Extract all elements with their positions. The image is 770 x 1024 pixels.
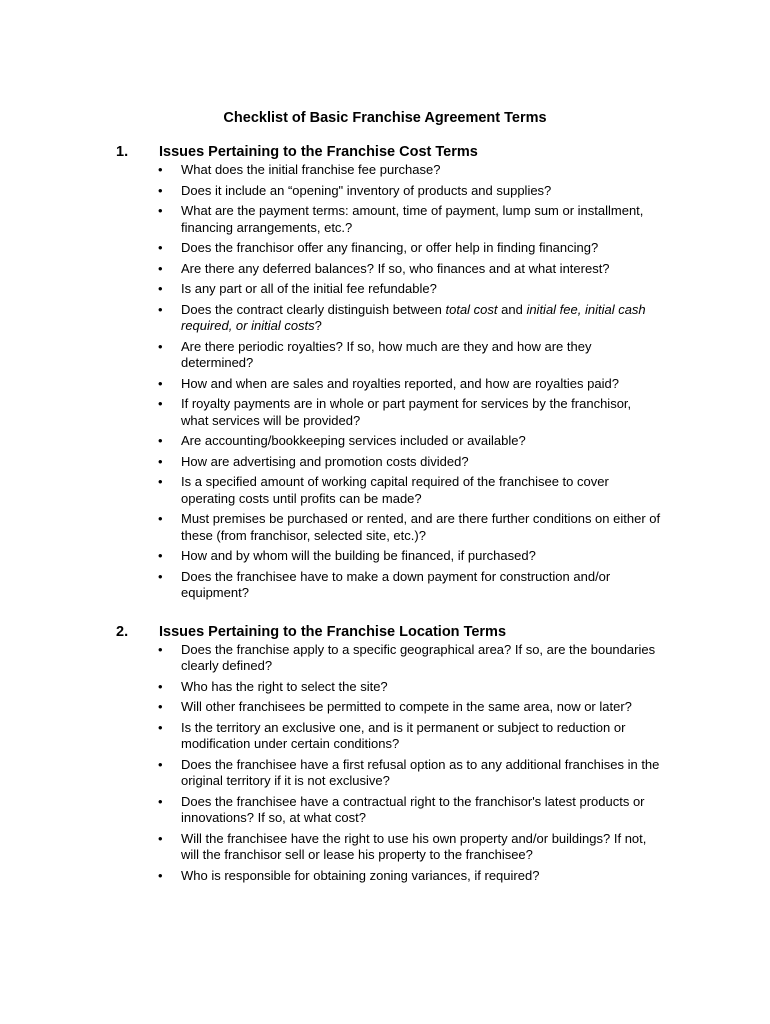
list-item	[0, 396, 661, 429]
item-text: Does the franchisee have a first refusal option as to any additional franchises in the original territory if it is not exclusive?	[181, 756, 660, 788]
bullet-list	[0, 642, 770, 885]
item-text: Is any part or all of the initial fee refundable?	[181, 281, 437, 296]
item-text: Are there periodic royalties? If so, how much are they and how are they determined?	[181, 338, 592, 370]
item-text: Are there any deferred balances? If so, who finances and at what interest?	[181, 260, 610, 276]
list-item	[0, 162, 661, 179]
bullet-icon: •	[158, 830, 163, 846]
list-item	[0, 757, 661, 790]
list-item	[0, 868, 661, 885]
bullet-icon: •	[158, 678, 163, 694]
bullet-icon: •	[158, 641, 163, 657]
item-text: What are the payment terms: amount, time of payment, lump sum or installment, financing arrangements, etc.?	[181, 203, 644, 235]
list-item	[0, 794, 661, 827]
item-text: Are accounting/bookkeeping services included or available?	[181, 433, 526, 448]
list-item	[0, 183, 661, 200]
document-title: Checklist of Basic Franchise Agreement Terms	[223, 110, 547, 126]
bullet-icon: •	[158, 240, 163, 255]
bullet-icon: •	[158, 756, 163, 772]
section-number: 2.	[116, 623, 129, 640]
list-item	[0, 433, 661, 450]
bullet-icon: •	[158, 453, 163, 469]
list-item	[0, 720, 661, 753]
bullet-icon: •	[158, 793, 163, 809]
bullet-list	[0, 162, 770, 602]
list-item	[0, 679, 661, 696]
item-text: Is the territory an exclusive one, and is it permanent or subject to reduction or modification under certain conditions?	[181, 719, 626, 751]
item-text: How and by whom will the building be financed, if purchased?	[181, 548, 536, 563]
section-heading	[0, 142, 770, 162]
item-text: Will other franchisees be permitted to compete in the same area, now or later?	[181, 699, 632, 714]
bullet-icon: •	[158, 203, 163, 218]
bullet-icon: •	[158, 867, 163, 883]
list-item	[0, 240, 661, 257]
bullet-icon: •	[158, 301, 163, 317]
list-item	[0, 281, 661, 298]
item-text: Does it include an “opening" inventory of products and supplies?	[181, 182, 552, 198]
item-text: Is a specified amount of working capital required of the franchisee to cover operating costs until profits can be made?	[181, 474, 609, 506]
bullet-icon: •	[158, 511, 163, 526]
section-heading	[0, 622, 770, 642]
list-item	[0, 454, 661, 471]
list-item	[0, 548, 661, 565]
section-title: Issues Pertaining to the Franchise Location Terms	[159, 623, 507, 640]
item-text: How are advertising and promotion costs divided?	[181, 453, 469, 469]
bullet-icon: •	[158, 474, 163, 489]
section-2	[0, 622, 770, 885]
list-item	[0, 261, 661, 278]
bullet-icon: •	[158, 375, 163, 391]
item-text: How and when are sales and royalties reported, and how are royalties paid?	[181, 375, 619, 391]
bullet-icon: •	[158, 699, 163, 714]
item-text: Must premises be purchased or rented, and are there further conditions on either of these (from franchisor, selected site, etc.)?	[181, 511, 661, 543]
bullet-icon: •	[158, 162, 163, 177]
list-item	[0, 302, 661, 335]
bullet-icon: •	[158, 182, 163, 198]
item-text: Does the franchisor offer any financing, or offer help in finding financing?	[181, 240, 599, 255]
emphasized-text: initial fee, initial cash required, or initial costs	[181, 301, 646, 333]
list-item	[0, 339, 661, 372]
list-item	[0, 203, 661, 236]
item-text: Who is responsible for obtaining zoning variances, if required?	[181, 867, 540, 883]
section-title: Issues Pertaining to the Franchise Cost Terms	[159, 144, 478, 160]
list-item	[0, 511, 661, 544]
item-text: ?	[314, 318, 322, 333]
item-text: Does the franchisee have to make a down payment for construction and/or equipment?	[181, 568, 611, 600]
item-text: Does the franchise apply to a specific geographical area? If so, are the boundaries clearly defined?	[181, 641, 656, 673]
section-1	[0, 142, 770, 602]
bullet-icon: •	[158, 719, 163, 735]
list-item	[0, 569, 661, 602]
bullet-icon: •	[158, 396, 163, 411]
list-item	[0, 376, 661, 393]
bullet-icon: •	[158, 338, 163, 354]
item-text: Will the franchisee have the right to use his own property and/or buildings? If not, will the franchisor sell or lease his property to the franchisee?	[181, 830, 647, 862]
item-text: and	[497, 301, 527, 317]
section-number: 1.	[116, 144, 129, 160]
list-item	[0, 831, 661, 864]
list-item	[0, 642, 661, 675]
item-text: If royalty payments are in whole or part payment for services by the franchisor, what services will be provided?	[181, 396, 632, 428]
sections-container	[0, 142, 770, 884]
bullet-icon: •	[158, 548, 163, 563]
item-text: Does the contract clearly distinguish between	[181, 301, 446, 317]
bullet-icon: •	[158, 281, 163, 296]
item-text: Does the franchisee have a contractual right to the franchisor's latest products or innovations? If so, at what cost?	[181, 793, 645, 825]
emphasized-text: total cost	[445, 301, 498, 317]
item-text: Who has the right to select the site?	[181, 678, 388, 694]
list-item	[0, 699, 661, 716]
bullet-icon: •	[158, 568, 163, 584]
list-item	[0, 474, 661, 507]
bullet-icon: •	[158, 433, 163, 448]
bullet-icon: •	[158, 260, 163, 276]
item-text: What does the initial franchise fee purchase?	[181, 162, 441, 177]
